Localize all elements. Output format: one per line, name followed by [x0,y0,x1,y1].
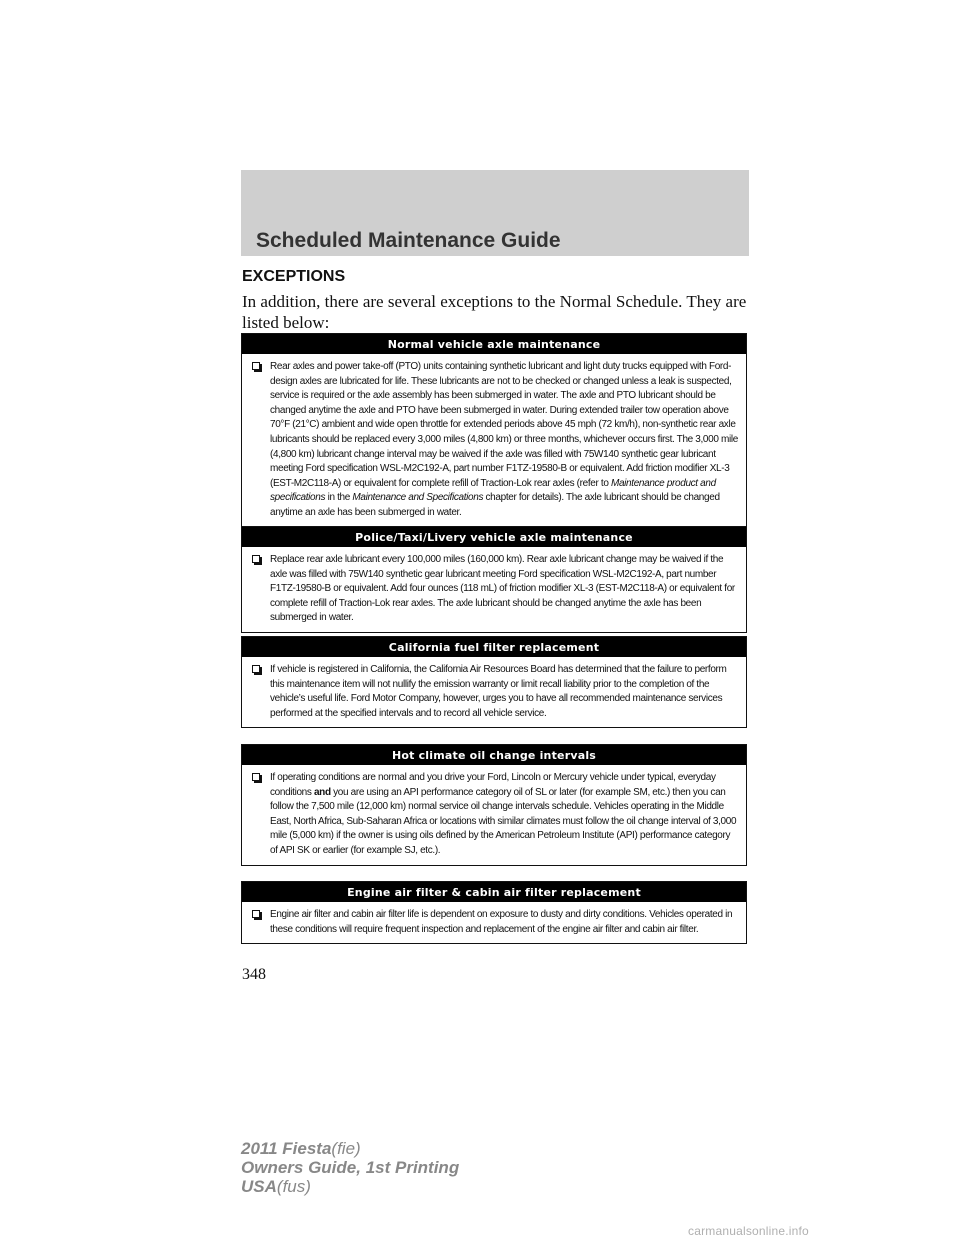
page-number: 348 [242,966,266,983]
box-body [242,902,746,943]
box-body [242,657,746,727]
box-text: Engine air filter and cabin air filter life is dependent on exposure to dusty and dirty conditions. Vehicles operated in these conditions will require frequent inspection and replacement of the engine air filter and cabin air filter. [270,909,733,935]
box-police-taxi-axle [241,526,747,633]
checkbox-icon [252,910,260,918]
box-title: Hot climate oil change intervals [242,745,746,765]
box-text: Rear axles and power take-off (PTO) units containing synthetic lubricant and light duty trucks equipped with Ford-design axles are lubricated for life. These lubricants are not to be checked or changed unless a leak is suspected, service is required or the axle assembly has been submerged in water. The axle and PTO lubricant should be changed anytime the axle and PTO have been submerged in water. During extended trailer tow operation above 70°F (21°C) ambient and wide open throttle for extended periods above 45 mph (72 km/h), non-synthetic rear axle lubricants should be replaced every 3,000 miles (4,800 km) or three months, whichever occurs first. The 3,000 mile (4,800 km) lubricant change interval may be waived if the axle was filled with 75W140 synthetic gear lubricant meeting Ford specification WSL-M2C192-A, part number F1TZ-19580-B or equivalent. Add friction modifier XL-3 (EST-M2C118-A) or equivalent for complete refill of Traction-Lok rear axles (refer to Maintenance product and specifications in the Maintenance and Specifications chapter for details). The axle lubricant should be changed anytime an axle has been submerged in water. [270,361,738,518]
box-title: Police/Taxi/Livery vehicle axle maintenance [242,527,746,547]
box-body [242,547,746,632]
watermark: carmanualsonline.info [688,1224,809,1238]
section-heading: EXCEPTIONS [242,268,346,285]
checkbox-icon [252,555,260,563]
box-text: Replace rear axle lubricant every 100,000 miles (160,000 km). Rear axle lubricant change may be waived if the axle was filled with 75W140 synthetic gear lubricant meeting Ford specification WSL-M2C192-A, part number F1TZ-19580-B or equivalent. Add four ounces (118 mL) of friction modifier XL-3 (EST-M2C118-A) or equivalent for complete refill of Traction-Lok rear axles. The axle lubricant should be changed anytime the axle has been submerged in water. [270,554,735,624]
box-body [242,354,746,527]
intro-paragraph: In addition, there are several exceptions to the Normal Schedule. They are listed below: [242,292,747,332]
box-normal-axle [241,333,747,528]
page-header-title: Scheduled Maintenance Guide [256,229,561,252]
checkbox-icon [252,665,260,673]
box-air-filter [241,881,747,944]
checkbox-icon [252,362,260,370]
box-california-fuel-filter [241,636,747,728]
box-title: California fuel filter replacement [242,637,746,657]
box-text: If vehicle is registered in California, the California Air Resources Board has determined that the failure to perform this maintenance item will not nullify the emission warranty or limit recall liability prior to the completion of the vehicle’s useful life. Ford Motor Company, however, urges you to have all recommended maintenance services performed at the specified intervals and to record all vehicle service. [270,664,727,719]
box-title: Engine air filter & cabin air filter replacement [242,882,746,902]
checkbox-icon [252,773,260,781]
box-hot-climate-oil [241,744,747,866]
box-title: Normal vehicle axle maintenance [242,334,746,354]
box-body [242,765,746,865]
box-text: If operating conditions are normal and you drive your Ford, Lincoln or Mercury vehicle under typical, everyday conditions and you are using an API performance category oil of SL or later (for example SM, etc.) then you can follow the 7,500 mile (12,000 km) normal service oil change intervals schedule. Vehicles operating in the Middle East, North Africa, Sub-Saharan Africa or locations with similar climates must follow the oil change interval of 3,000 mile (5,000 km) if the owner is using oils defined by the American Petroleum Institute (API) performance category of API SK or earlier (for example SJ, etc.). [270,772,737,856]
print-footer: 2011 Fiesta(fie) Owners Guide, 1st Printing USA(fus) [241,1139,460,1196]
